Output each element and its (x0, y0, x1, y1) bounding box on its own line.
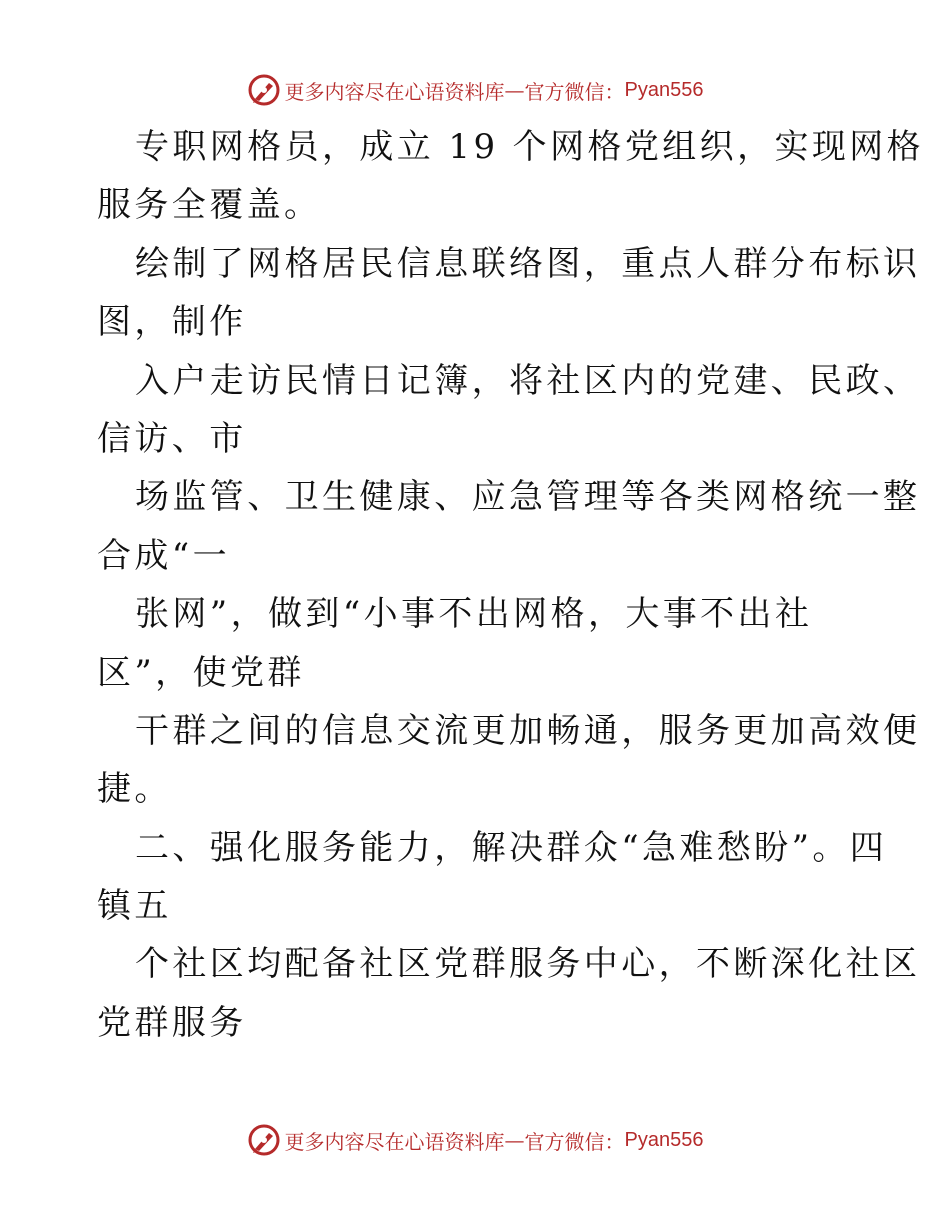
text-line: 合成“一 (97, 535, 230, 576)
text-line: 干群之间的信息交流更加畅通，服务更加高效便 (135, 710, 921, 751)
text-line: 区”，使党群 (97, 652, 305, 693)
text-line: 捷。 (97, 769, 172, 810)
text-line: 服务全覆盖。 (97, 185, 322, 226)
header-dash: — (504, 78, 525, 102)
text-line: 镇五 (97, 886, 172, 927)
text-line: 专职网格员，成立 19 个网格党组织，实现网格 (135, 127, 925, 167)
page-footer-banner (0, 1120, 950, 1160)
text-line: 入户走访民情日记簿，将社区内的党建、民政、 (135, 360, 921, 401)
text-line: 信访、市 (97, 418, 247, 459)
footer-wechat-id: Pyan556 (624, 1128, 704, 1151)
text-line: 场监管、卫生健康、应急管理等各类网格统一整 (135, 477, 921, 518)
footer-wechat-label: 官方微信： (524, 1129, 625, 1154)
text-line: 图，制作 (97, 302, 247, 343)
footer-site-text: 更多内容尽在心语资料库 (284, 1129, 505, 1154)
text-line: 绘制了网格居民信息联络图，重点人群分布标识 (135, 243, 921, 284)
header-site-text: 更多内容尽在心语资料库 (284, 79, 505, 104)
text-line: 二、强化服务能力，解决群众“急难愁盼”。四 (135, 827, 888, 868)
header-wechat-id: Pyan556 (624, 78, 704, 101)
page-header-banner (0, 70, 950, 110)
text-line: 张网”，做到“小事不出网格，大事不出社 (135, 594, 813, 635)
text-line: 个社区均配备社区党群服务中心，不断深化社区 (135, 944, 921, 985)
header-wechat-label: 官方微信： (524, 79, 625, 104)
text-line: 党群服务 (97, 1002, 247, 1043)
pen-logo-icon (247, 1123, 281, 1157)
footer-dash: — (504, 1128, 525, 1152)
pen-logo-icon (247, 73, 281, 107)
document-body (97, 118, 925, 1052)
